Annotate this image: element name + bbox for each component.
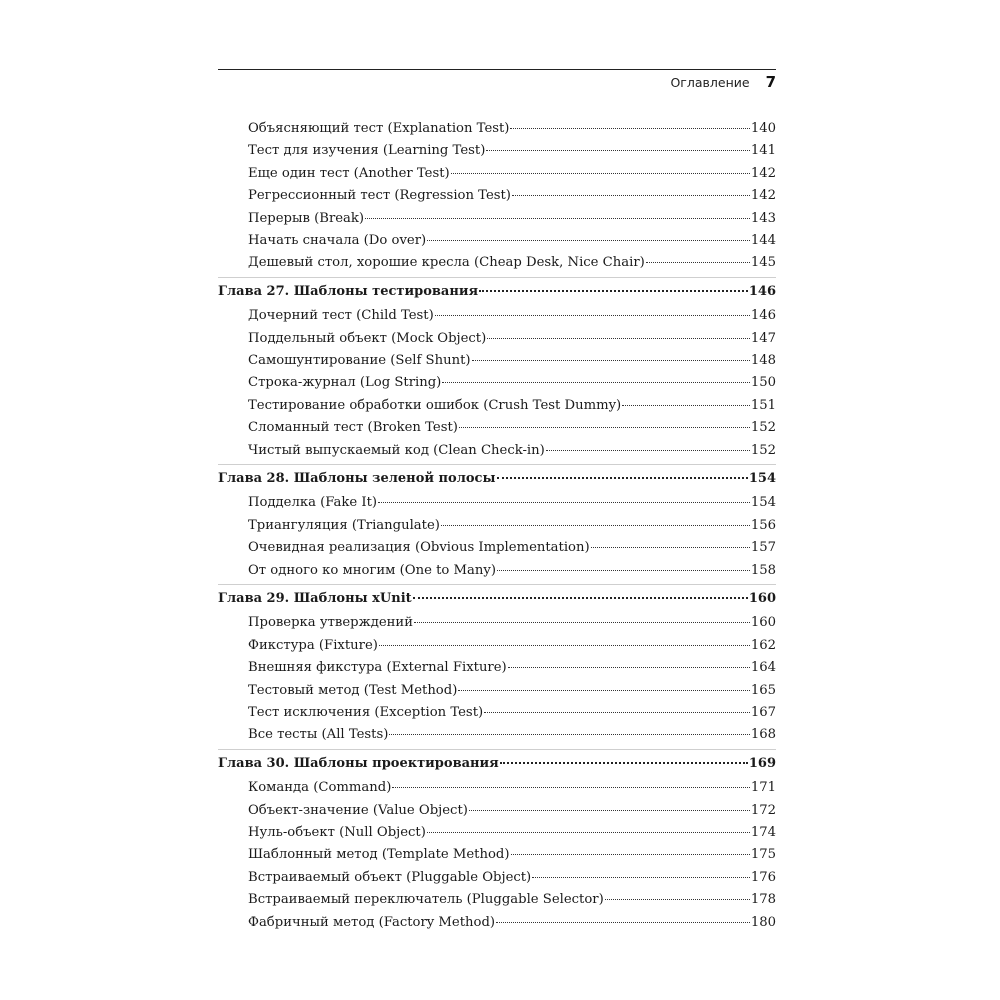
toc-entry-page: 150 (750, 375, 776, 391)
toc-section-entry[interactable] (218, 140, 776, 162)
dot-leader (469, 810, 750, 811)
toc-section-entry[interactable] (218, 185, 776, 207)
toc-entry-title: Начать сначала (Do over) (248, 233, 427, 248)
toc-entry-title: Все тесты (All Tests) (248, 727, 389, 743)
chapter-divider (218, 464, 776, 465)
toc-entry-title: Объясняющий тест (Explanation Test) (248, 121, 510, 136)
toc-section-entry[interactable] (218, 889, 776, 911)
toc-entry-page: 162 (750, 637, 776, 653)
toc-entry-page: 142 (750, 165, 776, 181)
toc-chapter-entry[interactable] (218, 281, 776, 303)
dot-leader (497, 570, 750, 571)
dot-leader (459, 427, 750, 428)
dot-leader (510, 128, 749, 129)
toc-chapter-entry[interactable] (218, 468, 776, 490)
dot-leader (508, 667, 750, 668)
dot-leader (496, 922, 750, 923)
toc-section-entry[interactable] (218, 702, 776, 724)
toc-entry-page: 154 (750, 495, 776, 511)
toc-entry-title: Глава 28. Шаблоны зеленой полосы (218, 471, 496, 486)
toc-entry-page: 146 (750, 308, 776, 324)
toc-chapter-entry[interactable] (218, 753, 776, 775)
toc-entry-page: 142 (750, 188, 776, 204)
toc-entry-title: Глава 29. Шаблоны xUnit (218, 591, 412, 606)
toc-section-entry[interactable] (218, 680, 776, 702)
toc-entry-title: Очевидная реализация (Obvious Implementation) (248, 540, 590, 556)
dot-leader (486, 150, 749, 151)
toc-entry-page: 174 (750, 825, 776, 840)
toc-entry-page: 154 (748, 471, 776, 486)
dot-leader (622, 405, 750, 406)
toc-entry-title: Проверка утверждений (248, 615, 413, 631)
toc-entry-title: Еще один тест (Another Test) (248, 165, 450, 181)
dot-leader (532, 877, 750, 878)
toc-section-entry[interactable] (218, 372, 776, 394)
toc-entry-page: 180 (750, 914, 776, 930)
toc-entry-page: 144 (750, 233, 776, 248)
toc-entry-page: 167 (750, 705, 776, 720)
toc-entry-page: 146 (748, 283, 776, 299)
toc-section-entry[interactable] (218, 867, 776, 889)
toc-section-entry[interactable] (218, 417, 776, 439)
toc-section-entry[interactable] (218, 560, 776, 582)
toc-entry-page: 141 (750, 143, 776, 159)
toc-entry-page: 152 (750, 420, 776, 436)
dot-leader (487, 338, 750, 339)
toc-section-entry[interactable] (218, 612, 776, 634)
toc-section-entry[interactable] (218, 492, 776, 514)
dot-leader (413, 597, 748, 599)
toc-entry-page: 157 (750, 540, 776, 556)
dot-leader (435, 315, 750, 316)
toc-entry-title: Самошунтирование (Self Shunt) (248, 353, 471, 368)
toc-entry-page: 143 (750, 210, 776, 226)
toc-entry-title: Тест исключения (Exception Test) (248, 705, 484, 720)
toc-section-entry[interactable] (218, 657, 776, 679)
toc-section-entry[interactable] (218, 350, 776, 372)
toc-entry-title: Тест для изучения (Learning Test) (248, 143, 486, 159)
toc-entry-title: Внешняя фикстура (External Fixture) (248, 660, 507, 676)
toc-entry-page: 171 (750, 780, 776, 796)
toc-section-entry[interactable] (218, 777, 776, 799)
toc-entry-title: Шаблонный метод (Template Method) (248, 847, 510, 863)
toc-entry-page: 147 (750, 330, 776, 346)
toc-entry-page: 152 (750, 442, 776, 458)
dot-leader (414, 622, 750, 623)
chapter-divider (218, 749, 776, 750)
dot-leader (512, 195, 750, 196)
toc-entry-title: Тестирование обработки ошибок (Crush Test Dummy) (248, 397, 622, 413)
toc-entry-title: Встраиваемый переключатель (Pluggable Selector) (248, 892, 604, 908)
toc-entry-title: Глава 30. Шаблоны проектирования (218, 755, 499, 771)
toc-section-entry[interactable] (218, 208, 776, 230)
toc-entry-page: 160 (750, 615, 776, 631)
toc-section-entry[interactable] (218, 800, 776, 822)
dot-leader (484, 712, 750, 713)
dot-leader (511, 854, 750, 855)
toc-entry-title: Нуль-объект (Null Object) (248, 825, 426, 840)
toc-section-entry[interactable] (218, 395, 776, 417)
toc-entry-page: 176 (750, 869, 776, 885)
toc-section-entry[interactable] (218, 844, 776, 866)
toc-entry-title: Команда (Command) (248, 780, 392, 796)
toc-section-entry[interactable] (218, 537, 776, 559)
dot-leader (605, 899, 750, 900)
running-header (218, 73, 776, 95)
dot-leader (472, 360, 750, 361)
toc-section-entry[interactable] (218, 252, 776, 274)
toc-entry-title: Дочерний тест (Child Test) (248, 308, 434, 324)
chapter-divider (218, 277, 776, 278)
dot-leader (389, 734, 749, 735)
dot-leader (500, 762, 748, 764)
toc-section-entry[interactable] (218, 328, 776, 350)
dot-leader (451, 173, 750, 174)
toc-entry-page: 172 (750, 802, 776, 818)
toc-section-entry[interactable] (218, 163, 776, 185)
toc-entry-title: От одного ко многим (One to Many) (248, 562, 496, 578)
toc-entry-title: Поддельный объект (Mock Object) (248, 330, 487, 346)
header-rule (218, 69, 776, 70)
toc-section-entry[interactable] (218, 822, 776, 844)
toc-entry-page: 178 (750, 892, 776, 908)
toc-chapter-entry[interactable] (218, 588, 776, 610)
toc-entry-page: 145 (750, 255, 776, 271)
toc-entry-page: 160 (748, 591, 776, 606)
dot-leader (442, 382, 750, 383)
dot-leader (479, 290, 748, 292)
toc-entry-title: Дешевый стол, хорошие кресла (Cheap Desk, Nice Chair) (248, 255, 645, 271)
toc-section-entry[interactable] (218, 635, 776, 657)
dot-leader (646, 262, 750, 263)
toc-entry-title: Чистый выпускаемый код (Clean Check-in) (248, 442, 545, 458)
dot-leader (378, 502, 750, 503)
toc-entry-page: 165 (750, 682, 776, 698)
toc-entry-page: 168 (750, 727, 776, 743)
toc-entry-page: 148 (750, 353, 776, 368)
dot-leader (365, 218, 750, 219)
page-number: 7 (765, 73, 776, 91)
toc-entry-page: 151 (750, 397, 776, 413)
toc-entry-title: Тестовый метод (Test Method) (248, 682, 458, 698)
dot-leader (392, 787, 749, 788)
dot-leader (379, 645, 750, 646)
toc-section-entry[interactable] (218, 515, 776, 537)
toc-entry-title: Глава 27. Шаблоны тестирования (218, 283, 479, 299)
toc-entry-title: Регрессионный тест (Regression Test) (248, 188, 511, 204)
dot-leader (497, 477, 748, 479)
toc-entry-page: 158 (750, 562, 776, 578)
toc-entry-page: 175 (750, 847, 776, 863)
dot-leader (427, 832, 750, 833)
toc-entry-title: Триангуляция (Triangulate) (248, 517, 440, 533)
toc-entry-title: Сломанный тест (Broken Test) (248, 420, 458, 436)
toc-entry-page: 169 (748, 755, 776, 771)
toc-entry-title: Встраиваемый объект (Pluggable Object) (248, 869, 532, 885)
toc-section-entry[interactable] (218, 724, 776, 746)
toc-entry-title: Фабричный метод (Factory Method) (248, 914, 496, 930)
toc-entry-title: Объект-значение (Value Object) (248, 802, 468, 818)
toc-section-entry[interactable] (218, 440, 776, 462)
toc-section-entry[interactable] (218, 230, 776, 252)
toc-entry-page: 140 (750, 121, 776, 136)
dot-leader (441, 525, 750, 526)
dot-leader (546, 450, 750, 451)
dot-leader (591, 547, 750, 548)
toc-entry-title: Подделка (Fake It) (248, 495, 378, 511)
toc-entry-title: Перерыв (Break) (248, 210, 365, 226)
dot-leader (427, 240, 750, 241)
chapter-divider (218, 584, 776, 585)
dot-leader (458, 690, 749, 691)
toc-entry-title: Строка-журнал (Log String) (248, 375, 442, 391)
toc-section-entry[interactable] (218, 305, 776, 327)
toc-entry-title: Фикстура (Fixture) (248, 637, 378, 653)
running-title: Оглавление (670, 75, 750, 90)
toc-section-entry[interactable] (218, 118, 776, 140)
toc-section-entry[interactable] (218, 912, 776, 934)
toc-entry-page: 164 (750, 660, 776, 676)
toc-entry-page: 156 (750, 517, 776, 533)
